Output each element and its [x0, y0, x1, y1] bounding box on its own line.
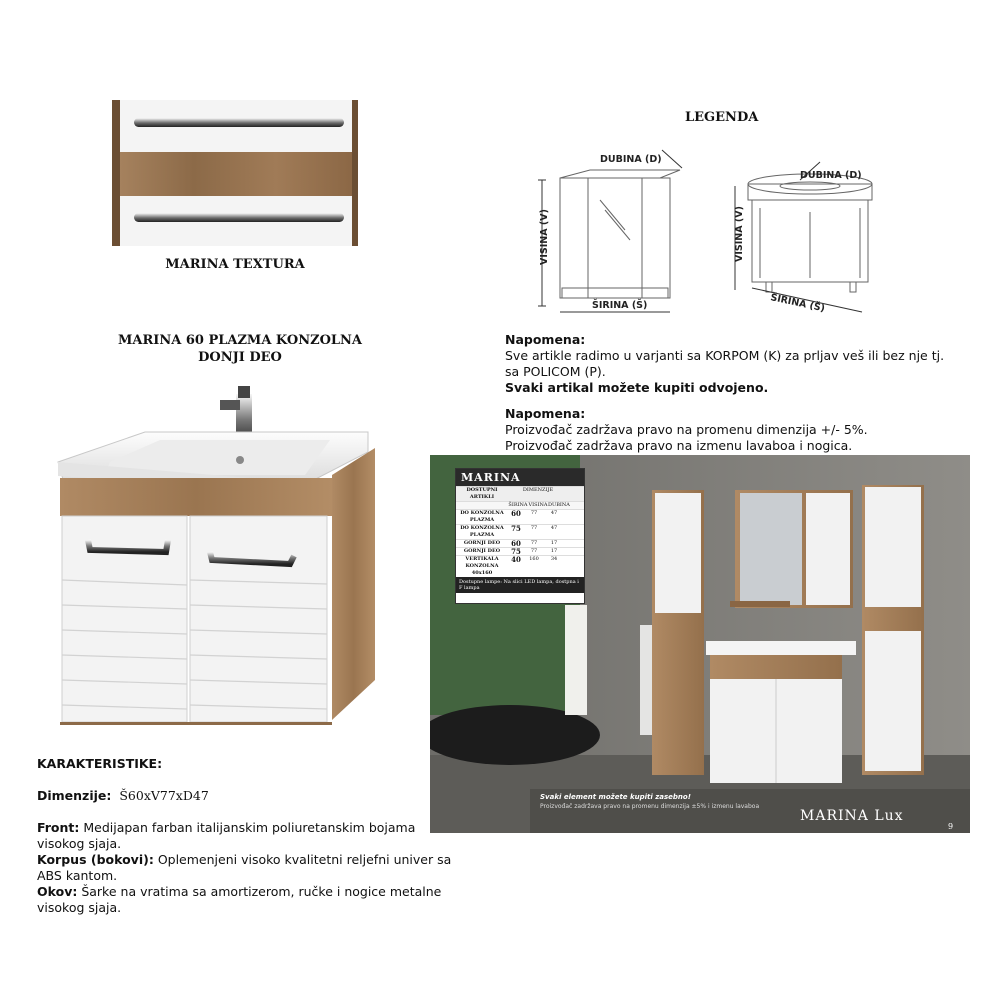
characteristics-heading: KARAKTERISTIKE:	[37, 756, 163, 771]
catalog-header-w: ŠIRINA	[508, 502, 528, 508]
catalog-col-left: DOSTUPNI ARTIKLI	[466, 487, 498, 500]
note-1-bold: Svaki artikal možete kupiti odvojeno.	[505, 380, 769, 395]
catalog-header-d: DUBINA	[548, 502, 570, 508]
front-text: Medijapan farban italijanskim poliuretanskim bojama	[83, 820, 416, 835]
dim-label: Dimenzije:	[37, 788, 112, 803]
legend-height-label-2: VISINA (V)	[734, 206, 745, 262]
note-2-line-2: Proizvođač zadržava pravo na izmenu lavaboa i nogica.	[505, 438, 853, 453]
catalog-row: DO KONZOLNA PLAZMA 60 77 47	[456, 509, 584, 524]
catalog-page-number: 9	[948, 822, 954, 831]
product-cabinet-image	[50, 380, 380, 750]
catalog-fine-print: Proizvođač zadržava pravo na promenu dimenzija ±5% i izmenu lavaboa	[540, 803, 760, 810]
okov-text: Šarke na vratima sa amortizerom, ručke i nogice metalne	[81, 884, 442, 899]
catalog-table-title: MARINA	[456, 469, 584, 486]
front-text-2: visokog sjaja.	[37, 836, 122, 851]
texture-image	[112, 100, 358, 246]
legend-depth-label-2: DUBINA (D)	[800, 170, 862, 181]
note-1-heading: Napomena:	[505, 332, 586, 347]
legend-height-label-1: VISINA (V)	[539, 209, 550, 265]
note-1-line-1: Sve artikle radimo u varjanti sa KORPOM (K) za prljav veš ili bez nje tj.	[505, 348, 945, 363]
legend-diagram	[520, 140, 890, 330]
legend-title: LEGENDA	[685, 110, 759, 125]
note-2	[505, 406, 965, 454]
front-label: Front:	[37, 820, 80, 835]
catalog-row: GORNJI DEO 75 77 17	[456, 547, 584, 555]
characteristics	[37, 756, 457, 916]
note-2-line-1: Proizvođač zadržava pravo na promenu dimenzija +/- 5%.	[505, 422, 868, 437]
texture-caption: MARINA TEXTURA	[165, 257, 305, 272]
catalog-spec-table	[455, 468, 585, 604]
catalog-row: DO KONZOLNA PLAZMA 75 77 47	[456, 524, 584, 539]
catalog-brand: MARINA Lux	[800, 808, 904, 824]
dim-value: Š60xV77xD47	[119, 788, 209, 803]
product-title-line1: MARINA 60 PLAZMA KONZOLNA	[117, 333, 363, 348]
note-1	[505, 332, 965, 396]
korpus-text-2: ABS kantom.	[37, 868, 118, 883]
legend-depth-label-1: DUBINA (D)	[600, 154, 662, 165]
okov-label: Okov:	[37, 884, 78, 899]
handle-lower	[134, 213, 344, 222]
catalog-header-h: VISINA	[528, 502, 548, 508]
catalog-tagline: Svaki element možete kupiti zasebno!	[540, 793, 691, 801]
korpus-label: Korpus (bokovi):	[37, 852, 154, 867]
note-1-line-2: sa POLICOM (P).	[505, 364, 606, 379]
legend-width-label-2: ŠIRINA (Š)	[769, 292, 826, 315]
handle-upper	[134, 118, 344, 127]
okov-text-2: visokog sjaja.	[37, 900, 122, 915]
catalog-col-dim: DIMENZIJE	[522, 487, 554, 493]
korpus-text: Oplemenjeni visoko kvalitetni reljefni univer sa	[157, 852, 452, 867]
note-2-heading: Napomena:	[505, 406, 586, 421]
catalog-lamp-note: Dostupne lampe: Na slici LED lampa, dostpna i F lampa	[456, 577, 584, 593]
product-title-line2: DONJI DEO	[198, 350, 282, 365]
legend-width-label-1: ŠIRINA (Š)	[592, 300, 648, 311]
catalog-row: GORNJI DEO 60 77 17	[456, 539, 584, 547]
catalog-row: VERTIKALA KONZOLNA 40x160 40 160 34	[456, 555, 584, 577]
